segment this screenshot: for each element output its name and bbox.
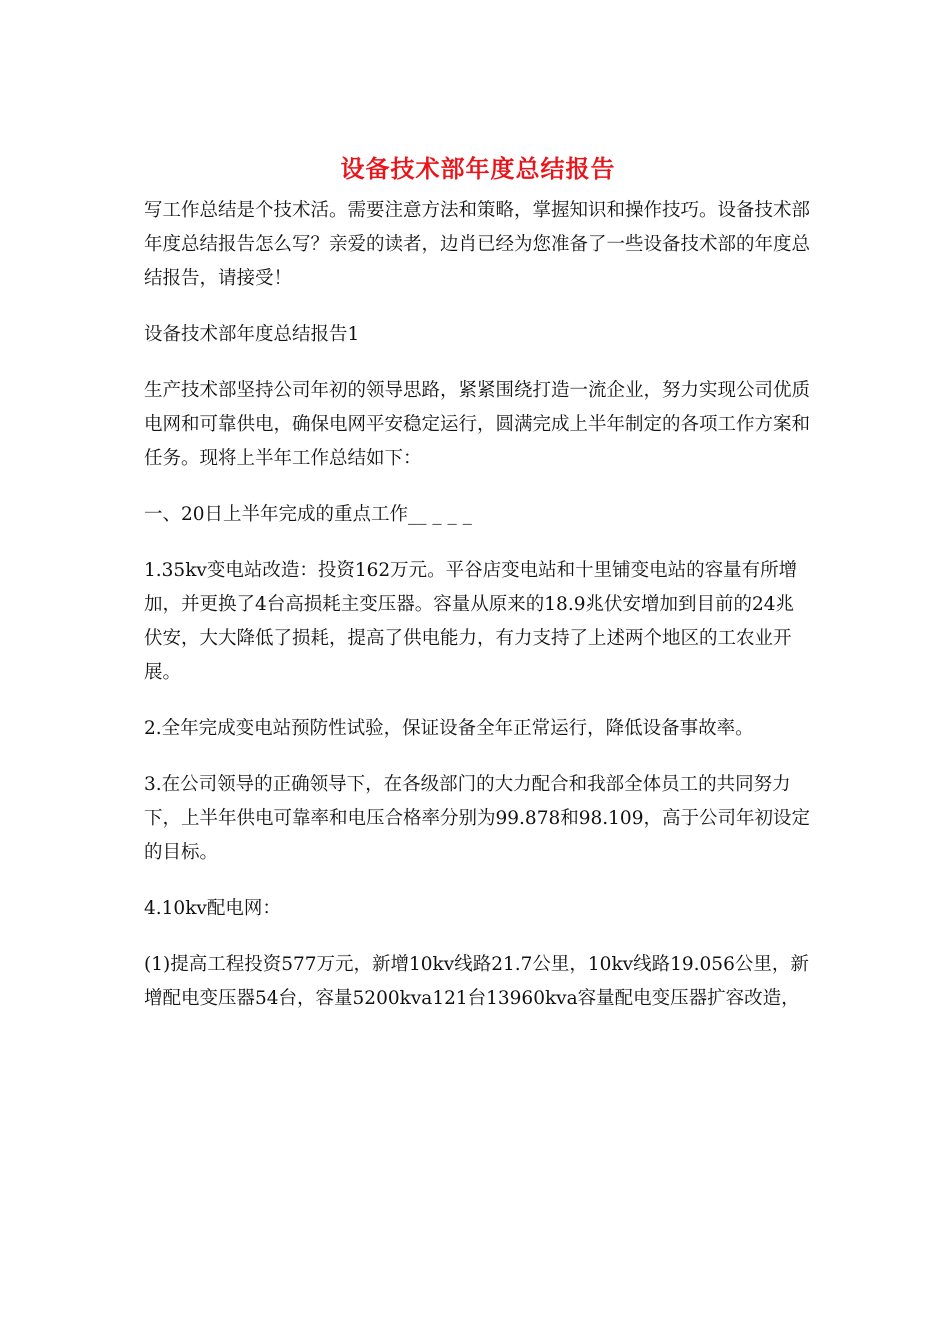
section-heading-report-1: 设备技术部年度总结报告1 <box>144 324 360 345</box>
intro-paragraph: 写工作总结是个技术活。需要注意方法和策略，掌握知识和操作技巧。设备技术部年度总结报告怎么写？亲爱的读者，边肖已经为您准备了一些设备技术部的年度总结报告，请接受！ <box>144 200 811 289</box>
document-title: 设备技术部年度总结报告 <box>340 154 616 183</box>
summary-paragraph: 生产技术部坚持公司年初的领导思路，紧紧围绕打造一流企业，努力实现公司优质电网和可靠供电，确保电网平安稳定运行，圆满完成上半年制定的各项工作方案和任务。现将上半年工作总结如下： <box>144 380 811 469</box>
item-paragraph-2: 2.全年完成变电站预防性试验，保证设备全年正常运行，降低设备事故率。 <box>144 718 754 739</box>
item-paragraph-1: 1.35kv变电站改造：投资162万元。平谷店变电站和十里铺变电站的容量有所增加，并更换了4台高损耗主变压器。容量从原来的18.9兆伏安增加到目前的24兆伏安，大大降低了损耗，提高了供电能力，有力支持了上述两个地区的工农业开展。 <box>144 560 798 683</box>
sub-item-paragraph-1: (1)提高工程投资577万元，新增10kv线路21.7公里，10kv线路19.056公里，新增配电变压器54台，容量5200kva121台13960kva容量配电变压器扩容改造， <box>144 954 809 1009</box>
document-page <box>144 148 812 1038</box>
section-heading-key-work: 一、20日上半年完成的重点工作__ _ _ _ <box>144 504 472 525</box>
item-paragraph-4: 4.10kv配电网： <box>144 898 281 919</box>
item-paragraph-3: 3.在公司领导的正确领导下，在各级部门的大力配合和我部全体员工的共同努力下，上半年供电可靠率和电压合格率分别为99.878和98.109，高于公司年初设定的目标。 <box>144 774 810 863</box>
